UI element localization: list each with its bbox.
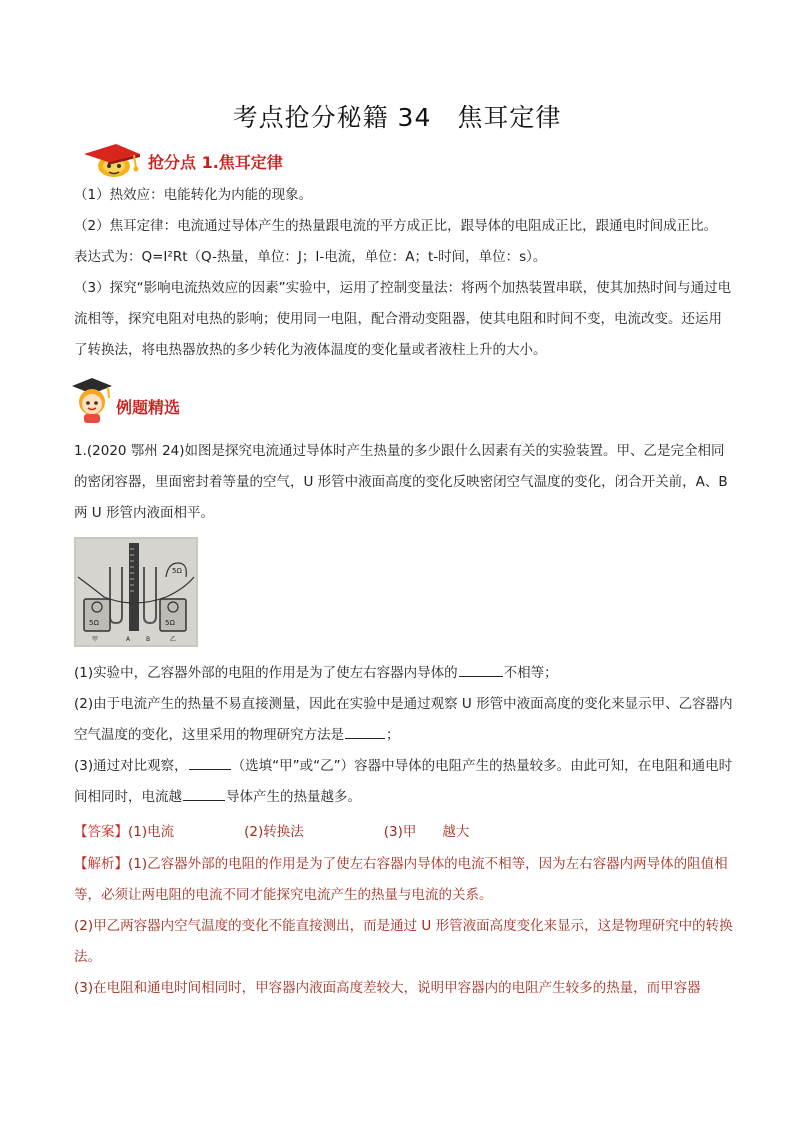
label-left-resistor: 5Ω bbox=[89, 619, 99, 627]
analysis-block bbox=[74, 849, 734, 1004]
answer-2: (2)转换法 bbox=[244, 824, 304, 840]
section-heading-1 bbox=[78, 142, 283, 180]
experiment-apparatus-photo bbox=[74, 537, 198, 647]
analysis-tag: 【解析】 bbox=[74, 856, 128, 872]
analysis-para-3: (3)在电阻和通电时间相同时，甲容器内液面高度差较大，说明甲容器内的电阻产生较多的热量，而甲容器 bbox=[74, 980, 701, 996]
answer-1: (1)电流 bbox=[128, 824, 175, 840]
sub-question-1: (1)实验中，乙容器外部的电阻的作用是为了使左右容器内导体的 不相等； bbox=[74, 665, 558, 681]
answer-blank bbox=[189, 768, 231, 770]
sub-question-3: (3)通过对比观察， （选填“甲”或“乙”）容器中导体的电阻产生的热量较多。由此可知，在电阻和通电时间相同时，电流越 导体产生的热量越多。 bbox=[74, 758, 733, 805]
question-text: 1.(2020 鄂州 24)如图是探究电流通过导体时产生热量的多少跟什么因素有关的实验装置。甲、乙是完全相同的密闭容器，里面密封着等量的空气，U 形管中液面高度的变化反映密闭空气温度的变化，闭合开关前，A、B 两 U 形管内液面相平。 bbox=[74, 443, 728, 521]
sub-questions bbox=[74, 658, 734, 813]
analysis-para-1: 【解析】(1)乙容器外部的电阻的作用是为了使左右容器内导体的电流不相等，因为左右容器内两导体的阻值相等，必须让两电阻的电流不同才能探究电流产生的热量与电流的关系。 bbox=[74, 856, 728, 903]
label-b: B bbox=[146, 636, 151, 643]
analysis-para-2: (2)甲乙两容器内空气温度的变化不能直接测出，而是通过 U 形管液面高度变化来显示，这是物理研究中的转换法。 bbox=[74, 918, 733, 965]
answer-4: 越大 bbox=[442, 824, 470, 840]
answer-line bbox=[74, 817, 734, 848]
sub-question-2: (2)由于电流产生的热量不易直接测量，因此在实验中是通过观察 U 形管中液面高度的变化来显示甲、乙容器内空气温度的变化，这里采用的物理研究方法是 ； bbox=[74, 696, 733, 743]
answer-blank bbox=[459, 675, 503, 677]
answer-blank bbox=[183, 799, 225, 801]
label-top-resistor: 5Ω bbox=[172, 567, 182, 575]
section-1-body bbox=[74, 180, 734, 366]
point-3: （3）探究“影响电流热效应的因素”实验中，运用了控制变量法：将两个加热装置串联，使其加热时间与通过电流相等，探究电阻对电热的影响；使用同一电阻，配合滑动变阻器，使其电阻和时间不变，电流改变。还运用了转换法，将电热器放热的多少转化为液体温度的变化量或者液柱上升的大小。 bbox=[74, 280, 732, 358]
answer-blank bbox=[345, 737, 385, 739]
section-2-label: 例题精选 bbox=[116, 397, 181, 417]
section-heading-2 bbox=[68, 376, 180, 424]
label-jia: 甲 bbox=[92, 636, 99, 643]
point-2: （2）焦耳定律：电流通过导体产生的热量跟电流的平方成正比，跟导体的电阻成正比，跟通电时间成正比。 bbox=[74, 218, 718, 234]
page-title: 考点抢分秘籍 34 焦耳定律 bbox=[232, 103, 562, 132]
graduation-cap-icon bbox=[78, 142, 144, 180]
student-mascot-icon bbox=[68, 376, 114, 424]
answer-3: (3)甲 bbox=[383, 824, 417, 840]
answer-tag: 【答案】 bbox=[74, 824, 128, 840]
label-yi: 乙 bbox=[170, 636, 177, 643]
section-1-label: 抢分点 1.焦耳定律 bbox=[148, 152, 283, 172]
point-1: （1）热效应：电能转化为内能的现象。 bbox=[74, 187, 313, 203]
question-stem bbox=[74, 436, 734, 529]
formula-line: 表达式为：Q=I²Rt（Q-热量，单位：J；I-电流，单位：A；t-时间，单位：s）。 bbox=[74, 249, 547, 265]
label-a: A bbox=[126, 636, 131, 643]
label-right-resistor: 5Ω bbox=[165, 619, 175, 627]
